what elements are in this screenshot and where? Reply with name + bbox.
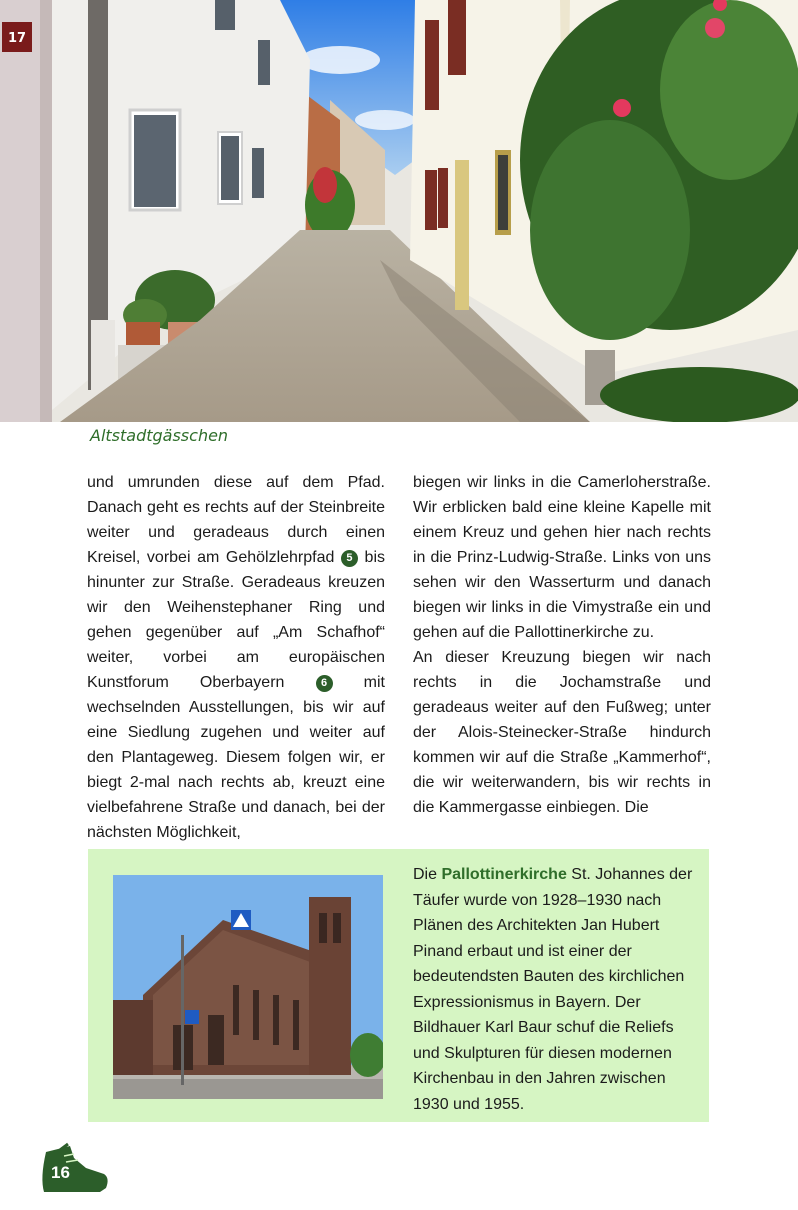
paragraph-text: mit wechselnden Ausstellungen, bis wir auf eine Siedlung zugehen und weiter auf den Plantageweg. Diesem folgen wir, er biegt 2-mal nach rechts ab, kreuzt eine vielbefahrene Straße und danach, bei der nächsten Möglichkeit, <box>87 674 385 841</box>
waypoint-badge: 5 <box>341 550 358 567</box>
paragraph: biegen wir links in die Camerloherstraße. Wir erblicken bald eine kleine Kapelle mit einem Kreuz und gehen hier nach rechts in die Prinz-Ludwig-Straße. Links von uns sehen wir den Wasserturm und danach biegen wir links in die Vimystraße ein und gehen auf die Pallottinerkirche zu. <box>413 474 711 641</box>
paragraph <box>87 470 385 845</box>
info-highlight: Pallottinerkirche <box>441 866 567 883</box>
house-number: 17 <box>8 31 27 46</box>
info-text <box>413 862 693 1117</box>
waypoint-badge: 6 <box>316 675 333 692</box>
text-column-left <box>87 470 385 845</box>
info-lead: Die <box>413 866 438 883</box>
text-column-right <box>413 470 711 820</box>
alley-photo <box>0 0 798 422</box>
paragraph: An dieser Kreuzung biegen wir nach rechts in die Jochamstraße und geradeaus weiter auf den Fußweg; unter der Alois-Steinecker-Straße hindurch kommen wir auf die Straße „Kammerhof“, die wir weiterwandern, bis wir rechts in die Kammergasse einbiegen. Die <box>413 649 711 816</box>
info-body: St. Johannes der Täufer wurde von 1928–1930 nach Plänen des Architekten Jan Hubert Pinand erbaut und ist einer der bedeutendsten Bauten des kirchlichen Expressionismus in Bayern. Der Bildhauer Karl Baur schuf die Reliefs und Skulpturen für diesen modernen Kirchenbau in den Jahren zwischen 1930 und 1955. <box>413 866 693 1113</box>
paragraph-text: bis hinunter zur Straße. Geradeaus kreuzen wir den Weihenstephaner Ring und gehen gegenüber auf „Am Schafhof“ weiter, vorbei am europäischen Kunstforum Oberbayern <box>87 549 385 691</box>
page-number: 16 <box>51 1163 70 1182</box>
church-photo <box>113 875 383 1099</box>
paragraph-text: und umrunden diese auf dem Pfad. Danach geht es rechts auf der Steinbreite weiter und geradeaus durch einen Kreisel, vorbei am Gehölzlehrpfad <box>87 474 385 566</box>
photo-caption: Altstadtgässchen <box>90 426 229 445</box>
